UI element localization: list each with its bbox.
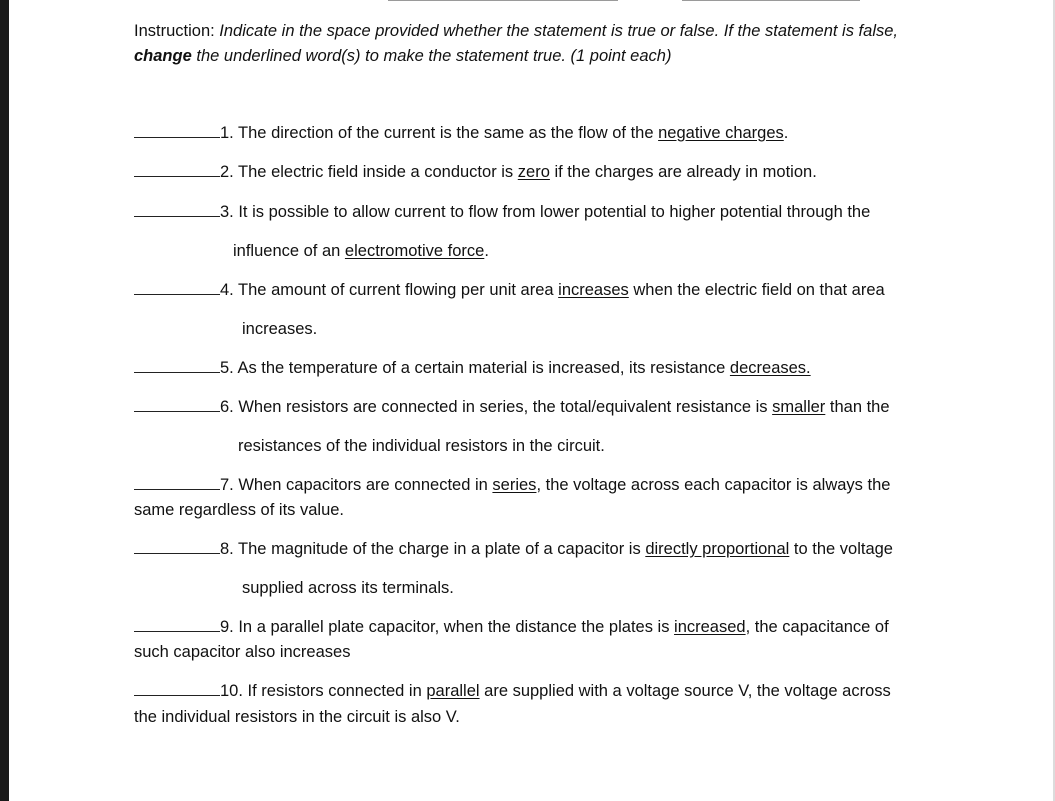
question-text: If resistors connected in <box>242 682 427 700</box>
question-8 <box>134 538 893 560</box>
question-text: It is possible to allow current to flow from lower potential to higher potential through the <box>233 203 871 221</box>
underlined-term: parallel <box>426 682 480 700</box>
answer-blank-6[interactable] <box>134 396 220 412</box>
question-text: When capacitors are connected in <box>233 476 493 494</box>
answer-blank-10[interactable] <box>134 680 220 696</box>
question-number: 2. <box>220 163 234 181</box>
question-number: 5. <box>220 359 234 377</box>
page-left-border <box>0 0 9 801</box>
question-number: 4. <box>220 281 234 299</box>
question-text-end: when the electric field on that area <box>628 281 885 299</box>
question-number: 3. <box>220 203 234 221</box>
question-5 <box>134 357 811 379</box>
answer-blank-9[interactable] <box>134 616 220 632</box>
question-number: 1. <box>220 124 234 142</box>
answer-blank-5[interactable] <box>134 357 220 373</box>
answer-blank-4[interactable] <box>134 279 220 295</box>
top-rule-left <box>388 0 618 1</box>
question-number: 8. <box>220 540 234 558</box>
answer-blank-7[interactable] <box>134 474 220 490</box>
question-text-end: than the <box>825 398 890 416</box>
question-9 <box>134 616 889 638</box>
question-7 <box>134 474 890 496</box>
question-text: The amount of current flowing per unit area <box>233 281 559 299</box>
answer-blank-3[interactable] <box>134 201 220 217</box>
question-text-end: to the voltage <box>789 540 893 558</box>
question-text: The electric field inside a conductor is <box>233 163 518 181</box>
question-text: In a parallel plate capacitor, when the distance the plates is <box>233 618 675 636</box>
question-6-continuation: resistances of the individual resistors in the circuit. <box>238 437 605 455</box>
instruction-emphasis: change <box>134 47 192 65</box>
question-number: 10. <box>220 682 243 700</box>
answer-blank-8[interactable] <box>134 538 220 554</box>
instruction-label: Instruction: <box>134 22 220 40</box>
question-number: 6. <box>220 398 234 416</box>
question-7-continuation: same regardless of its value. <box>134 501 345 519</box>
question-text-end: are supplied with a voltage source V, the voltage across <box>479 682 891 700</box>
question-text: The direction of the current is the same as the flow of the <box>233 124 659 142</box>
question-10-continuation: the individual resistors in the circuit is also V. <box>134 708 460 726</box>
instruction-text-1: Indicate in the space provided whether the statement is true or false. If the statement is false, <box>219 22 898 40</box>
question-4-continuation: increases. <box>242 320 318 338</box>
question-number: 7. <box>220 476 234 494</box>
underlined-term: negative charges <box>658 124 784 142</box>
question-3 <box>134 201 870 223</box>
answer-blank-1[interactable] <box>134 122 220 138</box>
question-text-end: . <box>484 242 489 260</box>
top-rule-right <box>682 0 860 1</box>
underlined-term: decreases. <box>729 359 811 377</box>
question-2 <box>134 161 817 183</box>
question-10 <box>134 680 891 702</box>
question-text-end: , the capacitance of <box>745 618 889 636</box>
underlined-term: zero <box>517 163 550 181</box>
question-text-end: , the voltage across each capacitor is always the <box>536 476 891 494</box>
underlined-term: increased <box>674 618 746 636</box>
question-text: As the temperature of a certain material is increased, its resistance <box>233 359 730 377</box>
underlined-term: increases <box>558 281 629 299</box>
underlined-term: electromotive force <box>344 242 485 260</box>
question-text-end: if the charges are already in motion. <box>549 163 817 181</box>
question-text-end: . <box>783 124 789 142</box>
instruction-text-2: the underlined word(s) to make the statement true. (1 point each) <box>191 47 672 65</box>
answer-blank-2[interactable] <box>134 161 220 177</box>
question-3-continuation <box>233 240 489 262</box>
underlined-term: smaller <box>772 398 826 416</box>
question-6 <box>134 396 890 418</box>
question-8-continuation: supplied across its terminals. <box>242 579 454 597</box>
question-4 <box>134 279 885 301</box>
question-text: influence of an <box>233 242 345 260</box>
question-text: The magnitude of the charge in a plate of a capacitor is <box>233 540 646 558</box>
question-1 <box>134 122 788 144</box>
instruction-block <box>134 19 934 69</box>
question-9-continuation: such capacitor also increases <box>134 643 351 661</box>
underlined-term: directly proportional <box>645 540 790 558</box>
underlined-term: series <box>492 476 537 494</box>
question-text: When resistors are connected in series, the total/equivalent resistance is <box>233 398 773 416</box>
question-number: 9. <box>220 618 234 636</box>
